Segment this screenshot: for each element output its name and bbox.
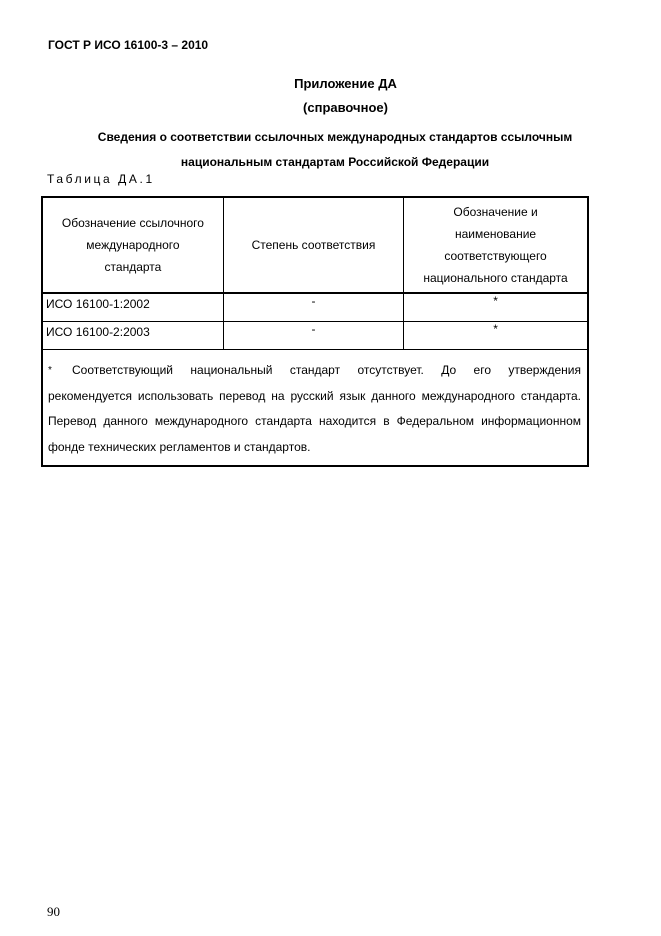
header-text: Степень соответствия xyxy=(251,238,376,252)
correspondence-table xyxy=(41,196,589,467)
note-text: Соответствующий национальный стандарт отсутствует. До его утверждения рекомендуется использовать перевод на русский язык данного международного стандарта. Перевод данного международного стандарта находится в Федеральном информационном фонде технических регламентов и стандартов. xyxy=(48,363,581,454)
header-degree xyxy=(223,197,403,293)
info-title xyxy=(60,125,610,175)
header-text: международного xyxy=(86,238,180,252)
annex-subtitle: (справочное) xyxy=(303,100,388,115)
header-text: Обозначение ссылочного xyxy=(61,216,204,230)
table-note xyxy=(42,350,588,467)
table-header-row xyxy=(42,197,588,293)
info-title-line-1: Сведения о соответствии ссылочных международных стандартов ссылочным xyxy=(97,130,573,144)
table-row xyxy=(42,322,588,350)
header-text: соответствующего xyxy=(444,249,547,263)
table-row xyxy=(42,293,588,322)
cell-national: * xyxy=(404,322,588,350)
annex-title: Приложение ДА xyxy=(294,76,397,91)
header-international-standard xyxy=(42,197,223,293)
cell-designation: ИСО 16100-2:2003 xyxy=(42,322,223,350)
cell-designation: ИСО 16100-1:2002 xyxy=(42,293,223,322)
cell-national: * xyxy=(404,293,588,322)
cell-degree: - xyxy=(223,322,403,350)
header-text: стандарта xyxy=(104,260,162,274)
table-note-row xyxy=(42,350,588,467)
note-mark: * xyxy=(48,365,52,376)
header-text: Обозначение и xyxy=(453,205,538,219)
header-text: национального стандарта xyxy=(423,271,568,285)
document-code: ГОСТ Р ИСО 16100-3 – 2010 xyxy=(48,38,209,52)
header-national-standard xyxy=(404,197,588,293)
table-caption: Таблица ДА.1 xyxy=(47,172,155,186)
page-number: 90 xyxy=(47,904,60,919)
header-text: наименование xyxy=(454,227,537,241)
cell-degree: - xyxy=(223,293,403,322)
info-title-line-2: национальным стандартам Российской Федерации xyxy=(180,155,490,169)
